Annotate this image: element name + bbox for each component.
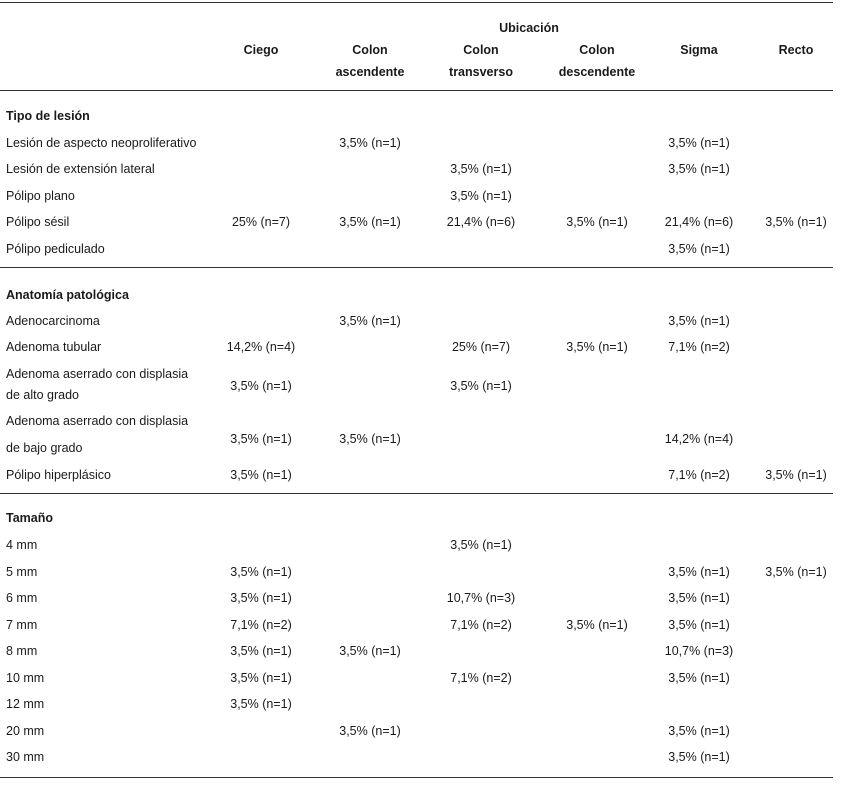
table-cell: 3,5% (n=1) <box>566 340 628 354</box>
section-rule <box>0 493 833 494</box>
row-label: 4 mm <box>6 538 38 552</box>
row-label: Pólipo hiperplásico <box>6 468 111 482</box>
bottom-rule <box>0 777 833 778</box>
table-cell: 3,5% (n=1) <box>339 724 401 738</box>
table-cell: 21,4% (n=6) <box>446 215 516 229</box>
table-cell: 3,5% (n=1) <box>230 468 292 482</box>
table-cell: 3,5% (n=1) <box>230 644 292 658</box>
table-cell: 3,5% (n=1) <box>450 162 512 176</box>
column-header-1: Colon <box>352 43 388 57</box>
row-label: Adenoma aserrado con displasia <box>6 414 189 428</box>
row-label: 8 mm <box>6 644 38 658</box>
row-label: 10 mm <box>6 671 45 685</box>
column-header-5: Recto <box>778 43 814 57</box>
row-label: Lesión de extensión lateral <box>6 162 155 176</box>
table-cell: 7,1% (n=2) <box>668 468 730 482</box>
table-cell: 3,5% (n=1) <box>668 565 730 579</box>
table-cell: 3,5% (n=1) <box>765 215 827 229</box>
header-rule <box>0 90 833 91</box>
table-cell: 3,5% (n=1) <box>230 671 292 685</box>
row-label: Pólipo sésil <box>6 215 70 229</box>
table-cell: 25% (n=7) <box>451 340 511 354</box>
section-rule <box>0 267 833 268</box>
table-cell: 3,5% (n=1) <box>668 242 730 256</box>
section-title: Tamaño <box>6 511 53 525</box>
column-header-3: Colon <box>579 43 615 57</box>
column-header-3: descendente <box>558 65 636 79</box>
row-label: de alto grado <box>6 388 79 402</box>
table-cell: 3,5% (n=1) <box>230 432 292 446</box>
table-cell: 3,5% (n=1) <box>668 314 730 328</box>
table-cell: 7,1% (n=2) <box>450 618 512 632</box>
table-cell: 3,5% (n=1) <box>668 162 730 176</box>
section-title: Tipo de lesión <box>6 109 90 123</box>
table-cell: 21,4% (n=6) <box>664 215 734 229</box>
table-cell: 3,5% (n=1) <box>450 379 512 393</box>
section-title: Anatomía patológica <box>6 288 129 302</box>
row-label: Pólipo plano <box>6 189 75 203</box>
table-cell: 3,5% (n=1) <box>668 750 730 764</box>
table-cell: 3,5% (n=1) <box>765 565 827 579</box>
row-label: 30 mm <box>6 750 45 764</box>
table-cell: 14,2% (n=4) <box>226 340 296 354</box>
table-cell: 10,7% (n=3) <box>664 644 734 658</box>
table-cell: 3,5% (n=1) <box>566 215 628 229</box>
table-cell: 25% (n=7) <box>231 215 291 229</box>
table-cell: 3,5% (n=1) <box>339 432 401 446</box>
row-label: 5 mm <box>6 565 38 579</box>
table-cell: 3,5% (n=1) <box>230 379 292 393</box>
column-header-2: Colon <box>463 43 499 57</box>
table-cell: 3,5% (n=1) <box>450 538 512 552</box>
row-label: 7 mm <box>6 618 38 632</box>
column-header-0: Ciego <box>243 43 279 57</box>
table-cell: 3,5% (n=1) <box>668 136 730 150</box>
row-label: Lesión de aspecto neoproliferativo <box>6 136 197 150</box>
top-rule <box>0 2 833 3</box>
table-cell: 3,5% (n=1) <box>668 618 730 632</box>
table-cell: 3,5% (n=1) <box>765 468 827 482</box>
table-cell: 3,5% (n=1) <box>668 591 730 605</box>
column-header-4: Sigma <box>680 43 718 57</box>
table-cell: 7,1% (n=2) <box>668 340 730 354</box>
row-label: Adenocarcinoma <box>6 314 100 328</box>
header-group-label: Ubicación <box>499 21 559 35</box>
table-cell: 3,5% (n=1) <box>339 215 401 229</box>
column-header-2: transverso <box>449 65 513 79</box>
row-label: Pólipo pediculado <box>6 242 105 256</box>
column-header-1: ascendente <box>335 65 405 79</box>
table-cell: 3,5% (n=1) <box>230 565 292 579</box>
table-cell: 3,5% (n=1) <box>450 189 512 203</box>
table-cell: 7,1% (n=2) <box>230 618 292 632</box>
table-cell: 3,5% (n=1) <box>339 644 401 658</box>
row-label: 20 mm <box>6 724 45 738</box>
table-cell: 3,5% (n=1) <box>230 697 292 711</box>
table-cell: 3,5% (n=1) <box>566 618 628 632</box>
row-label: 6 mm <box>6 591 38 605</box>
row-label: de bajo grado <box>6 441 83 455</box>
table-cell: 10,7% (n=3) <box>446 591 516 605</box>
row-label: 12 mm <box>6 697 45 711</box>
table-cell: 7,1% (n=2) <box>450 671 512 685</box>
table-cell: 3,5% (n=1) <box>668 724 730 738</box>
row-label: Adenoma aserrado con displasia <box>6 367 189 381</box>
table-cell: 3,5% (n=1) <box>230 591 292 605</box>
row-label: Adenoma tubular <box>6 340 102 354</box>
table-cell: 3,5% (n=1) <box>339 314 401 328</box>
table-cell: 3,5% (n=1) <box>668 671 730 685</box>
table-cell: 3,5% (n=1) <box>339 136 401 150</box>
table-cell: 14,2% (n=4) <box>664 432 734 446</box>
